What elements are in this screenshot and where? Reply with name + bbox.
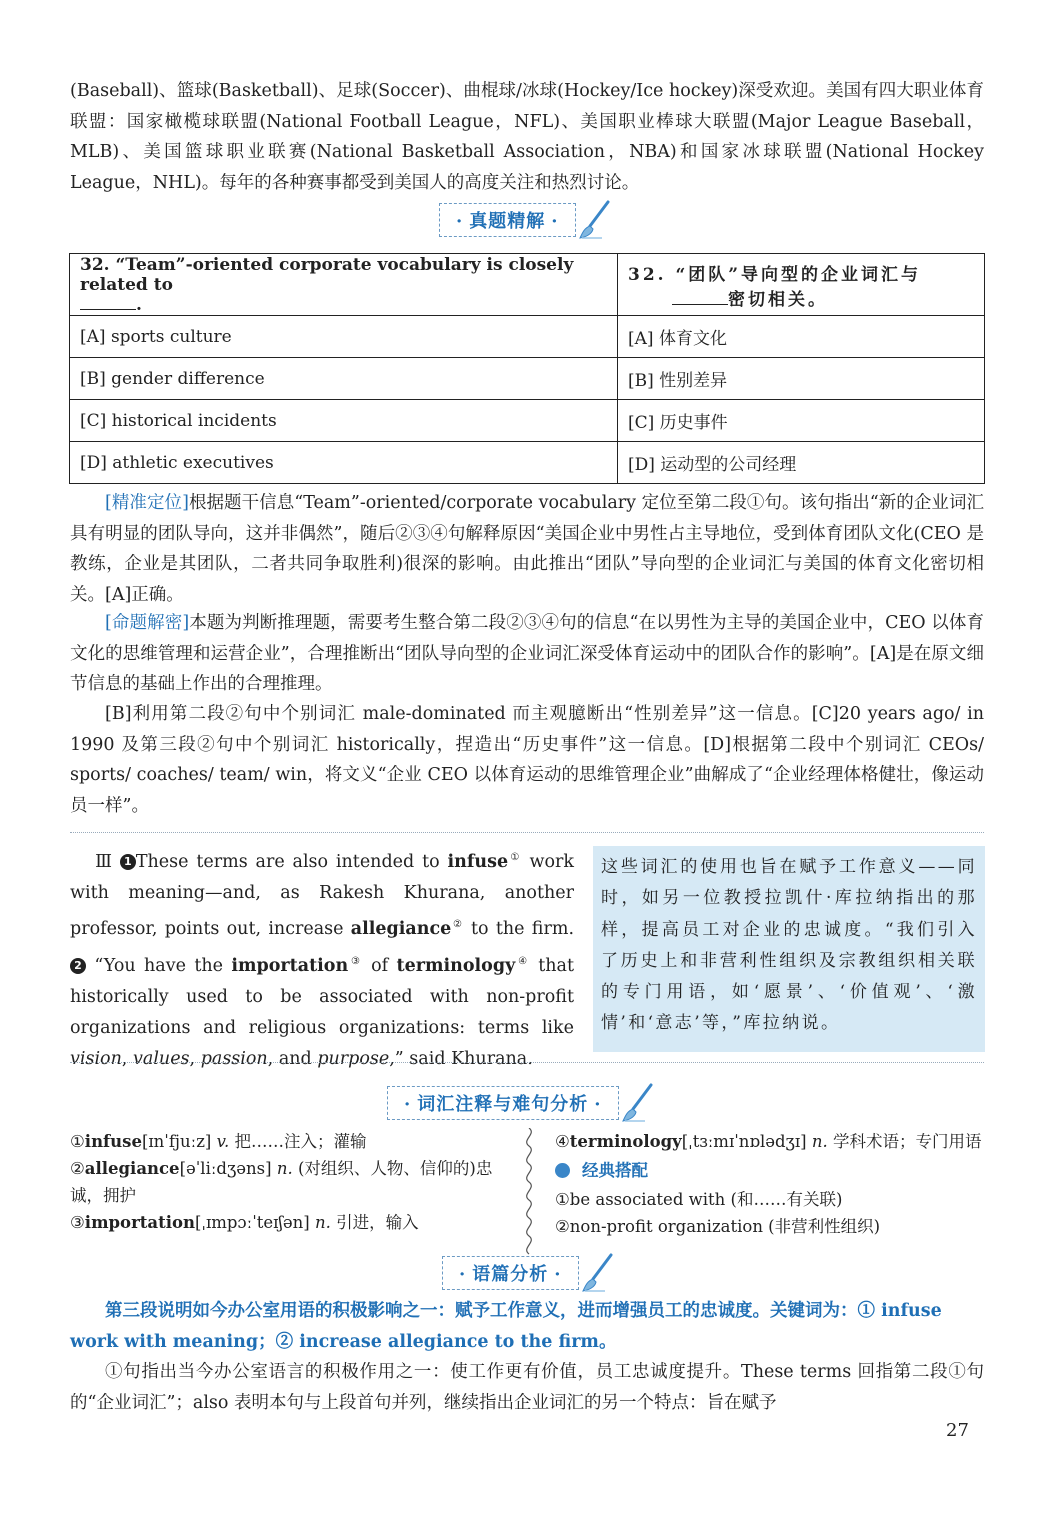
keyword: terminology [396, 955, 516, 976]
option-en: [D] athletic executives [70, 442, 618, 484]
collocation-item: ②non-profit organization (非营利性组织) [555, 1217, 881, 1236]
paragraph-number: Ⅲ [95, 851, 112, 872]
locate-paragraph: [精准定位]根据题干信息“Team”-oriented/corporate vocabulary 定位至第二段①句。该句指出“新的企业词汇具有明显的团队导向，这并非偶然”，随后②③④句解释原因“美国企业中男性占主导地位，受到体育团队文化(CEO 是教练，企业是其团队，二者共同争取胜利)很深的影响。由此推出“团队”导向型的企业词汇与美国的体育文化密切相关。[A]正确。 [70, 493, 984, 605]
brush-icon [581, 1253, 615, 1293]
option-en: [C] historical incidents [70, 400, 618, 442]
collocation-item: ①be associated with (和……有关联) [555, 1190, 843, 1209]
sentence-marker: 2 [70, 958, 86, 974]
brush-icon [621, 1083, 655, 1123]
dot: · [459, 1264, 467, 1285]
vocab-item: ①infuse[ɪnˈfjuːz] v. 把……注入；灌输 [70, 1132, 367, 1151]
wrong-options-paragraph: [B]利用第二段②句中个别词汇 male-dominated 而主观臆断出“性别差异”这一信息。[C]20 years ago/ in 1990 及第三段②句中个别词汇 historically，捏造出“历史事件”这一信息。[D]根据第二段中个别词汇 CEOs/ sports/ coaches/ team/ win，将文义“企业 CEO 以体育运动的思维管理企业”曲解成了“企业经理体格健壮，像运动员一样”。 [70, 704, 984, 816]
question-table [69, 253, 985, 484]
answer-blank [80, 296, 136, 310]
option-zh: [C] 历史事件 [618, 400, 985, 442]
section-heading-vocab [387, 1083, 655, 1123]
sentence-marker: 1 [120, 854, 136, 870]
vocab-list-right [555, 1128, 985, 1240]
answer-blank [672, 291, 728, 305]
dot: · [404, 1094, 412, 1115]
passage-detail: ①句指出当今办公室语言的积极作用之一：使工作更有价值，员工忠诚度提升。These terms 回指第二段①句的“企业词汇”；also 表明本句与上段首句并列，继续指出企业词汇的另一个特点：旨在赋予 [70, 1362, 984, 1413]
option-en: [B] gender difference [70, 358, 618, 400]
keyword: importation [231, 955, 349, 976]
divider [70, 832, 984, 833]
divider [70, 1062, 984, 1063]
wavy-divider [519, 1128, 539, 1256]
keyword: allegiance [350, 919, 452, 940]
vocab-item: ④terminology[ˌtɜːmɪˈnɒlədʒɪ] n. 学科术语；专门用语 [555, 1132, 982, 1151]
section-heading-real-question [439, 200, 612, 240]
intro-paragraph: (Baseball)、篮球(Basketball)、足球(Soccer)、曲棍球/冰球(Hockey/Ice hockey)深受欢迎。美国有四大职业体育联盟：国家橄榄球联盟(National Football League，NFL)、美国职业棒球大联盟(Major League Baseball，MLB)、美国篮球职业联赛(National Basketball Association，NBA)和国家冰球联盟(National Hockey League，NHL)。每年的各种赛事都受到美国人的高度关注和热烈讨论。 [70, 81, 984, 193]
dot: · [551, 211, 559, 232]
question-stem-en: 32. “Team”-oriented corporate vocabulary is closely related to . [70, 254, 618, 316]
vocab-list-left [70, 1128, 510, 1236]
translation-box: 这些词汇的使用也旨在赋予工作意义——同时，如另一位教授拉凯什·库拉纳指出的那样，提高员工对企业的忠诚度。“我们引入了历史上和非营利性组织及宗教组织相关联的专门用语，如‘愿景’、‘价值观’、‘激情’和‘意志’等，”库拉纳说。 [593, 846, 985, 1052]
vocab-item: ②allegiance[əˈliːdʒəns] n. (对组织、人物、信仰的)忠诚，拥护 [70, 1159, 493, 1205]
section-title: 语篇分析 [472, 1264, 549, 1285]
passage-summary: 第三段说明如今办公室用语的积极影响之一：赋予工作意义，进而增强员工的忠诚度。关键词为：① infuse work with meaning；② increase allegiance to the firm。 [70, 1301, 942, 1352]
question-stem-zh: 32. “团队”导向型的企业词汇与 密切相关。 [618, 254, 985, 316]
section-title: 真题精解 [469, 211, 546, 232]
option-zh: [A] 体育文化 [618, 316, 985, 358]
option-zh: [D] 运动型的公司经理 [618, 442, 985, 484]
passage-paragraph-3: Ⅲ 1 These terms are also intended to infuse① work with meaning—and, as Rakesh Khurana, another professor, points out, increase allegiance② to the firm. 2 “You have the importation③ of terminology④ that historically used to be associated with non-profit organizations and religious organizations: terms like vision, values, passion, and purpose,” said Khurana. [70, 842, 574, 1076]
page-number: 27 [946, 1420, 969, 1441]
bullet-icon [555, 1163, 570, 1178]
design-paragraph: [命题解密]本题为判断推理题，需要考生整合第二段②③④句的信息“在以男性为主导的美国企业中，CEO 以体育文化的思维管理和运营企业”，合理推断出“团队导向型的企业词汇深受体育运动中的团队合作的影响”。[A]是在原文细节信息的基础上作出的合理推理。 [70, 613, 984, 694]
option-zh: [B] 性别差异 [618, 358, 985, 400]
vocab-item: ③importation[ˌɪmpɔːˈteɪʃən] n. 引进，输入 [70, 1213, 419, 1232]
dot: · [456, 211, 464, 232]
option-en: [A] sports culture [70, 316, 618, 358]
design-tag: [命题解密] [105, 613, 190, 633]
brush-icon [578, 200, 612, 240]
collocation-heading: 经典搭配 [555, 1157, 985, 1184]
section-title: 词汇注释与难句分析 [417, 1094, 589, 1115]
section-heading-passage [442, 1253, 615, 1293]
keyword: infuse [447, 851, 509, 872]
locate-tag: [精准定位] [105, 493, 189, 513]
dot: · [554, 1264, 562, 1285]
dot: · [594, 1094, 602, 1115]
